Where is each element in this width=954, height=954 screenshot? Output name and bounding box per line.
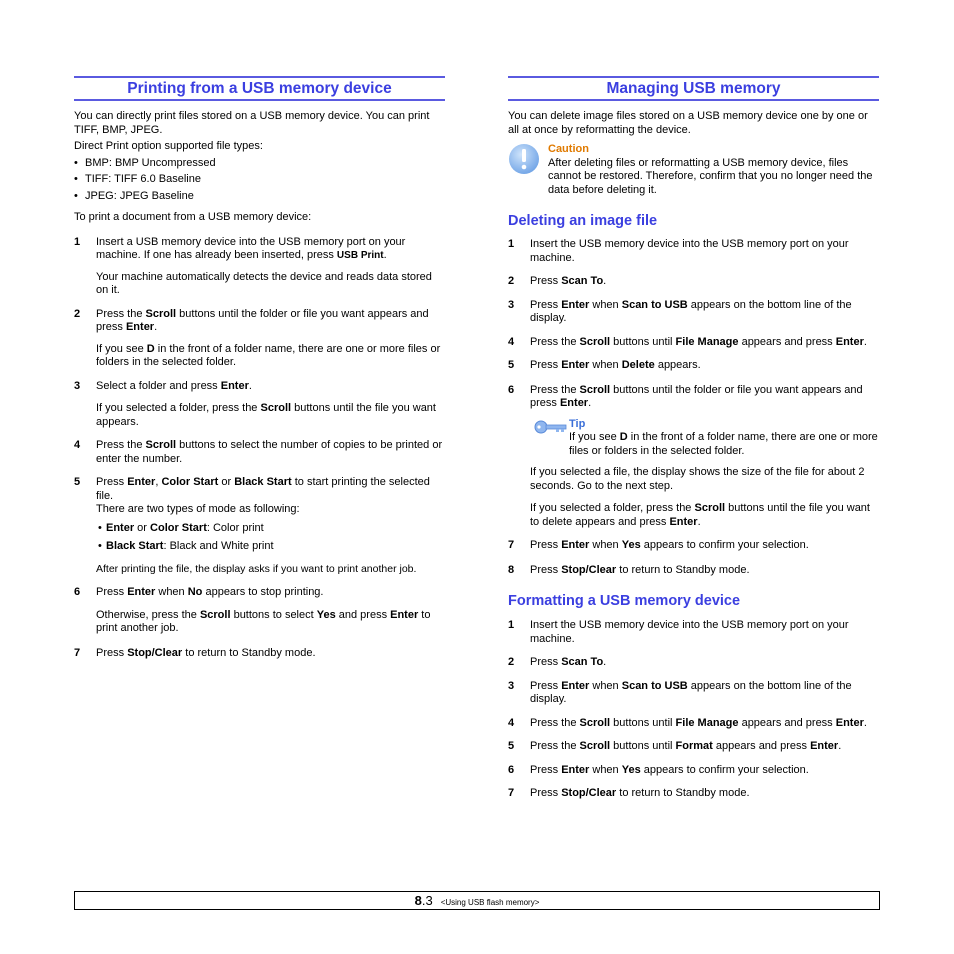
caution-note (508, 143, 879, 197)
format-step-4: 4 Press the Scroll buttons until File Manage appears and press Enter. (508, 716, 867, 729)
left-column (74, 76, 445, 660)
delete-step-2: 2 Press Scan To. (508, 275, 607, 287)
format-step-1: 1 Insert the USB memory device into the USB memory port on your machine. (508, 619, 849, 645)
step-1-note: Your machine automatically detects the device and reads data stored on it. (96, 270, 432, 296)
file-type-bmp: • BMP: BMP Uncompressed (74, 157, 445, 171)
step-2-note: If you see D in the front of a folder name, there are one or more files or folders in the selected folder. (96, 342, 441, 368)
step-3: 3 Select a folder and press Enter. (74, 379, 252, 392)
section-heading-managing: Managing USB memory (508, 76, 879, 101)
deleting-heading: Deleting an image file (508, 213, 658, 229)
key-icon (534, 420, 567, 439)
delete-step-3: 3 Press Enter when Scan to USB appears on the bottom line of the display. (508, 298, 852, 324)
caution-text: After deleting files or reformatting a USB memory device, files cannot be restored. Therefore, confirm that you no longer need the data before deleting it. (548, 156, 873, 196)
to-print-label: To print a document from a USB memory device: (74, 211, 312, 223)
format-step-5: 5 Press the Scroll buttons until Format appears and press Enter. (508, 740, 842, 752)
step-5-after: After printing the file, the display asks if you want to print another job. (96, 562, 417, 575)
managing-intro: You can delete image files stored on a USB memory device one by one or all at once by reformatting the device. (508, 110, 868, 136)
caution-label: Caution (548, 143, 589, 155)
step-5-modes: There are two types of mode as following: (96, 503, 300, 515)
section-heading-printing: Printing from a USB memory device (74, 76, 445, 101)
tip-label: Tip (569, 417, 586, 430)
step-1: 1 Insert a USB memory device into the USB memory port on your machine. If one has already been inserted, press USB Print. (74, 235, 406, 261)
step-5: 5 Press Enter, Color Start or Black Start to start printing the selected file. (74, 476, 430, 502)
formatting-heading: Formatting a USB memory device (508, 593, 741, 609)
intro-paragraph: You can directly print files stored on a USB memory device. You can print TIFF, BMP, JPEG. (74, 110, 430, 136)
supported-types-label: Direct Print option supported file types: (74, 140, 263, 152)
delete-step-6: 6 Press the Scroll buttons until the folder or file you want appears and press Enter. (508, 383, 863, 409)
step-6: 6 Press Enter when No appears to stop printing. (74, 586, 324, 598)
file-type-tiff: • TIFF: TIFF 6.0 Baseline (74, 173, 445, 187)
file-type-jpeg: • JPEG: JPEG Baseline (74, 190, 445, 204)
page-number: 8.3 (414, 893, 433, 908)
mode-black: • Black Start: Black and White print (74, 540, 445, 554)
delete-step-5: 5 Press Enter when Delete appears. (508, 359, 701, 371)
mode-color: • Enter or Color Start: Color print (74, 522, 445, 536)
tip-text: If you see D in the front of a folder name, there are one or more files or folders in the selected folder. (569, 431, 878, 457)
delete-step-8: 8 Press Stop/Clear to return to Standby mode. (508, 563, 750, 576)
page-footer (74, 891, 880, 910)
delete-step-6-file-note: If you selected a file, the display shows the size of the file for about 2 seconds. Go to the next step. (530, 466, 865, 492)
tip-note (508, 418, 879, 459)
format-step-3: 3 Press Enter when Scan to USB appears on the bottom line of the display. (508, 679, 852, 705)
format-step-7: 7 Press Stop/Clear to return to Standby mode. (508, 787, 750, 799)
delete-step-7: 7 Press Enter when Yes appears to confirm your selection. (508, 539, 809, 551)
caution-icon (508, 143, 541, 181)
delete-step-6-folder-note: If you selected a folder, press the Scroll buttons until the file you want to delete appears and press Enter. (530, 502, 870, 528)
format-step-6: 6 Press Enter when Yes appears to confirm your selection. (508, 763, 809, 776)
step-4: 4 Press the Scroll buttons to select the number of copies to be printed or enter the number. (74, 439, 443, 465)
step-3-note: If you selected a folder, press the Scroll buttons until the file you want appears. (96, 402, 436, 428)
chapter-name: <Using USB flash memory> (440, 898, 540, 907)
delete-step-1: 1 Insert the USB memory device into the USB memory port on your machine. (508, 238, 849, 264)
step-6-note: Otherwise, press the Scroll buttons to select Yes and press Enter to print another job. (96, 608, 431, 634)
right-column (508, 76, 879, 801)
step-7: 7 Press Stop/Clear to return to Standby mode. (74, 646, 316, 659)
format-step-2: 2 Press Scan To. (508, 656, 607, 668)
delete-step-4: 4 Press the Scroll buttons until File Manage appears and press Enter. (508, 335, 867, 348)
step-2: 2 Press the Scroll buttons until the folder or file you want appears and press Enter. (74, 307, 429, 333)
